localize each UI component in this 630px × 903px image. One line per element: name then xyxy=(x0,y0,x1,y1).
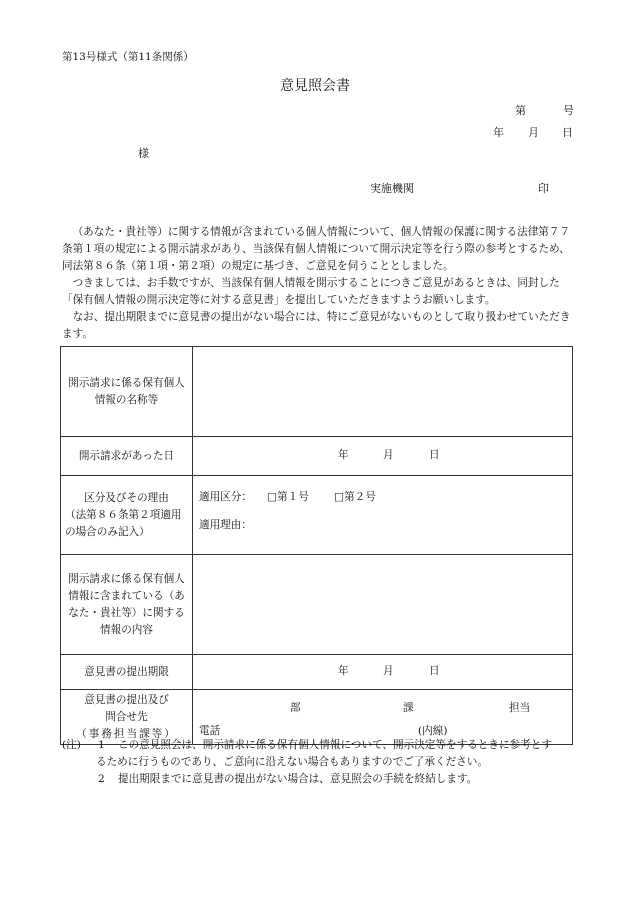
row3-label-main: 区分及びその理由 xyxy=(84,491,169,504)
note1-line1: この意見照会は、開示請求に係る保有個人情報について、開示決定等をするときに参考とす xyxy=(118,739,552,751)
row6-label-line3: （事務担当課等） xyxy=(76,727,177,740)
note2-text: 提出期限までに意見書の提出がない場合は、意見照会の手続を終結します。 xyxy=(118,773,478,785)
notes xyxy=(62,737,577,788)
row3-value xyxy=(193,476,573,555)
row4-label: 開示請求に係る保有個人情報に含まれている（あなた・貴社等）に関する情報の内容 xyxy=(61,555,193,655)
table-row xyxy=(61,347,573,437)
row6-bu: 部 xyxy=(290,702,301,714)
row4-value xyxy=(193,555,573,655)
row5-month: 月 xyxy=(383,665,394,677)
paragraph-1: （あなた・貴社等）に関する情報が含まれている個人情報について、個人情報の保護に関する法律第７７条第１項の規定による開示請求があり、当該保有個人情報について開示決定等を行う際の参考とするため、同法第８６条（第１項・第２項）の規定に基づき、ご意見を伺うこととしました。 xyxy=(62,226,571,272)
row3-label-sub: （法第８６条第２項適用の場合のみ記入） xyxy=(65,508,182,538)
number-label-dai: 第 xyxy=(515,104,526,117)
table-row xyxy=(61,555,573,655)
row5-day: 日 xyxy=(429,665,440,677)
row5-year: 年 xyxy=(338,665,349,677)
row1-value xyxy=(193,347,573,437)
table-row xyxy=(61,655,573,690)
number-label-go: 号 xyxy=(563,104,574,117)
row3-reason-label: 適用理由： xyxy=(199,519,252,531)
agency-label: 実施機関 xyxy=(370,182,414,195)
date-month-label: 月 xyxy=(528,126,539,139)
note2-number: 2 xyxy=(98,773,105,785)
form-number: 第13号様式（第11条関係） xyxy=(62,51,194,63)
addressee-suffix: 様 xyxy=(138,147,149,160)
row2-month: 月 xyxy=(383,449,394,461)
row6-extension: (内線) xyxy=(418,725,448,737)
seal-label: 印 xyxy=(538,182,549,195)
body-text xyxy=(62,224,572,343)
row6-label-line1: 意見書の提出及び xyxy=(84,693,169,706)
row2-year: 年 xyxy=(338,449,349,461)
row6-ka: 課 xyxy=(403,702,414,714)
page-title: 意見照会書 xyxy=(280,78,350,94)
row2-label: 開示請求があった日 xyxy=(61,437,193,476)
row1-label: 開示請求に係る保有個人情報の名称等 xyxy=(61,347,193,437)
notes-prefix: (注) xyxy=(62,739,81,751)
row2-value xyxy=(193,437,573,476)
note1-line2: るために行うものであり、ご意向に沿えない場合もありますのでご了承ください。 xyxy=(96,756,488,768)
table-row xyxy=(61,437,573,476)
row5-label: 意見書の提出期限 xyxy=(61,655,193,690)
paragraph-3: なお、提出期限までに意見書の提出がない場合には、特にご意見がないものとして取り扱わせていただきます。 xyxy=(62,311,571,340)
row6-phone: 電話 xyxy=(199,725,221,737)
row3-category-label: 適用区分： xyxy=(199,491,252,503)
paragraph-2: つきましては、お手数ですが、当該保有個人情報を開示することにつきご意見があるときは、同封した「保有個人情報の開示決定等に対する意見書」を提出していただきますようお願いします。 xyxy=(62,277,560,306)
row5-value xyxy=(193,655,573,690)
row6-label-line2: 問合せ先 xyxy=(105,710,148,723)
row3-option-1[interactable]: □第１号 xyxy=(267,491,309,503)
date-year-label: 年 xyxy=(493,126,504,139)
note1-number: 1 xyxy=(98,739,105,751)
row2-day: 日 xyxy=(429,449,440,461)
row3-label xyxy=(61,476,193,555)
date-day-label: 日 xyxy=(562,126,573,139)
table-row xyxy=(61,476,573,555)
row6-tanto: 担当 xyxy=(509,702,531,714)
inquiry-table xyxy=(60,346,573,745)
row3-option-2[interactable]: □第２号 xyxy=(334,491,376,503)
